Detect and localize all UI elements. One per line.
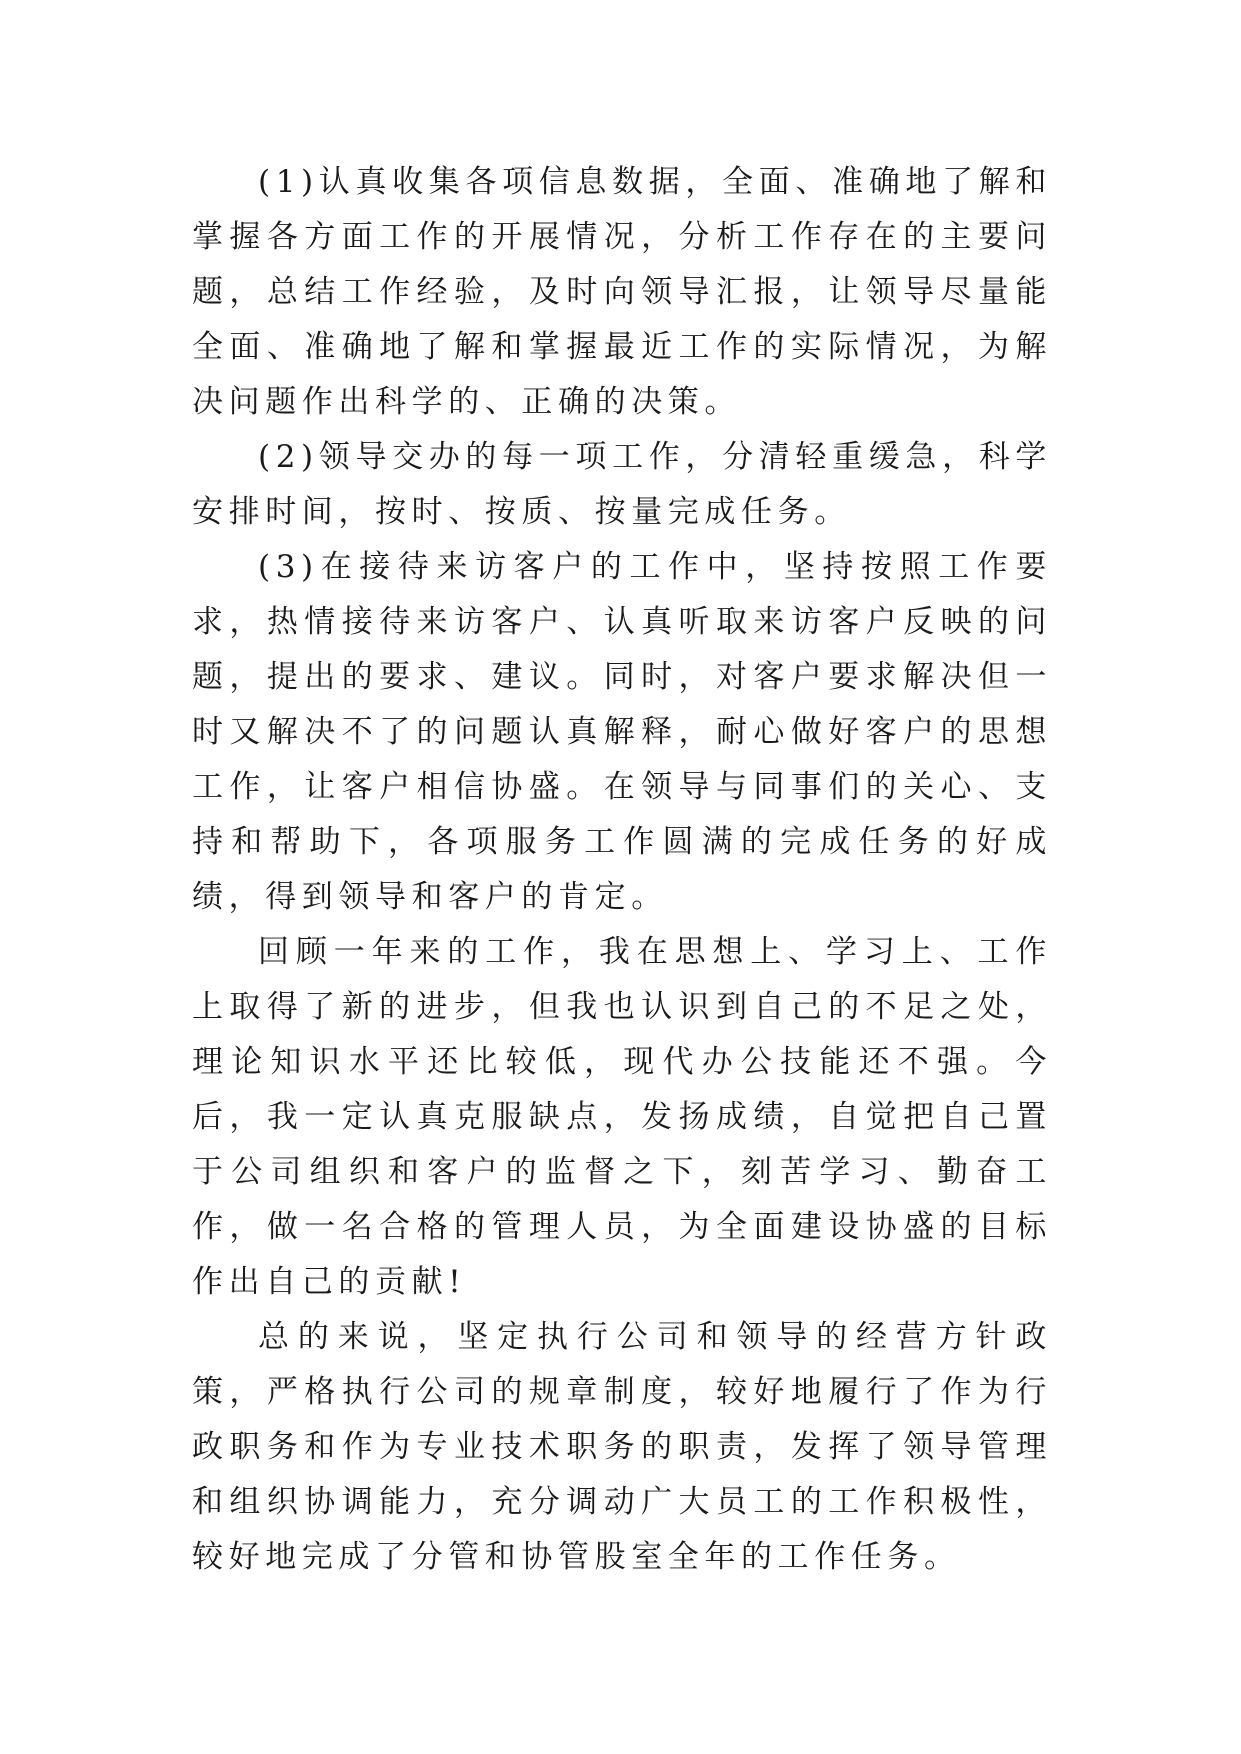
paragraph-review: 回顾一年来的工作，我在思想上、学习上、工作上取得了新的进步，但我也认识到自己的不足之处，理论知识水平还比较低，现代办公技能还不强。今后，我一定认真克服缺点，发扬成绩，自觉把自己置于公司组织和客户的监督之下，刻苦学习、勤奋工作，做一名合格的管理人员，为全面建设协盛的目标作出自己的贡献! [192, 934, 1052, 1300]
paragraph-item-3: (3)在接待来访客户的工作中，坚持按照工作要求，热情接待来访客户、认真听取来访客户反映的问题，提出的要求、建议。同时，对客户要求解决但一时又解决不了的问题认真解释，耐心做好客户的思想工作，让客户相信协盛。在领导与同事们的关心、支持和帮助下，各项服务工作圆满的完成任务的好成绩，得到领导和客户的肯定。 [192, 549, 1052, 915]
paragraph-item-1: (1)认真收集各项信息数据，全面、准确地了解和掌握各方面工作的开展情况，分析工作存在的主要问题，总结工作经验，及时向领导汇报，让领导尽量能全面、准确地了解和掌握最近工作的实际情况，为解决问题作出科学的、正确的决策。 [192, 164, 1052, 420]
document-body [192, 155, 1052, 1585]
paragraph-summary: 总的来说，坚定执行公司和领导的经营方针政策，严格执行公司的规章制度，较好地履行了作为行政职务和作为专业技术职务的职责，发挥了领导管理和组织协调能力，充分调动广大员工的工作积极性，较好地完成了分管和协管股室全年的工作任务。 [192, 1319, 1052, 1575]
paragraph-item-2: (2)领导交办的每一项工作，分清轻重缓急，科学安排时间，按时、按质、按量完成任务。 [192, 439, 1052, 530]
